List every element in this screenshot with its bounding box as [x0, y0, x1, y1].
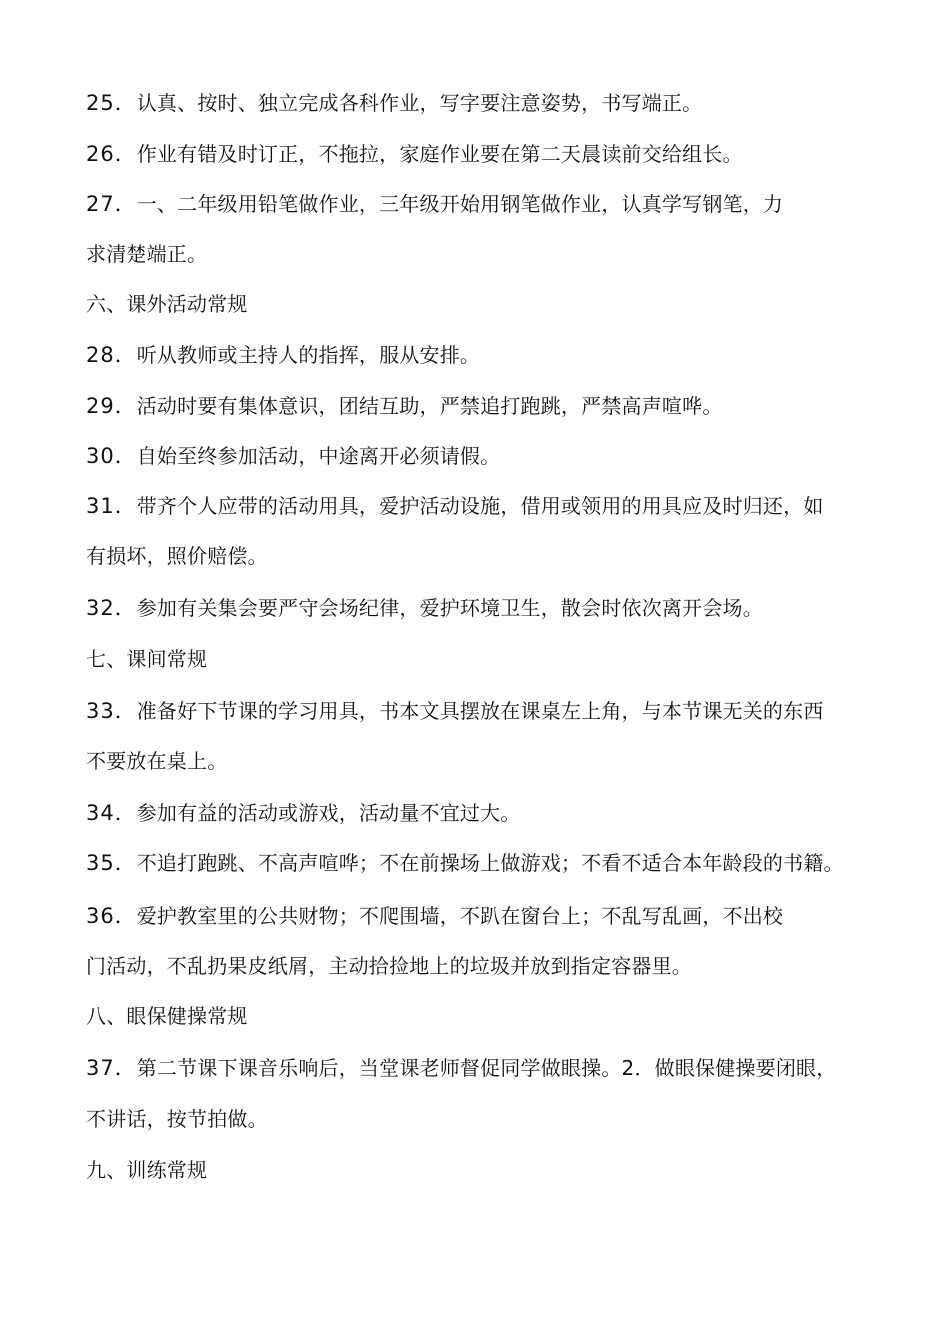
section-heading: 九、训练常规: [86, 1158, 208, 1182]
rule-number: 27．: [86, 192, 137, 216]
section-heading-7: [86, 645, 886, 673]
rule-28: [86, 341, 886, 369]
rule-number: 33．: [86, 699, 137, 723]
rule-number: 32．: [86, 596, 137, 620]
rule-25: [86, 89, 886, 117]
rule-number: 30．: [86, 444, 137, 468]
rule-27: [86, 190, 886, 218]
rule-text: 自始至终参加活动，中途离开必须请假。: [136, 444, 501, 468]
section-heading: 七、课间常规: [86, 647, 208, 671]
section-heading-9: [86, 1156, 886, 1184]
rule-number: 36．: [86, 904, 137, 928]
section-heading: 八、眼保健操常规: [86, 1004, 248, 1028]
rule-text: 认真、按时、独立完成各科作业，写字要注意姿势，书写端正。: [136, 91, 703, 115]
rule-number: 28．: [86, 343, 137, 367]
rule-27-continued: [86, 240, 886, 268]
rule-number: 26．: [86, 142, 137, 166]
rule-number: 29．: [86, 394, 137, 418]
rule-31: [86, 492, 886, 520]
rule-text: 第二节课下课音乐响后，当堂课老师督促同学做眼操。2．做眼保健操要闭眼，: [136, 1056, 837, 1080]
rule-number: 31．: [86, 494, 137, 518]
rule-text: 参加有关集会要严守会场纪律，爱护环境卫生，散会时依次离开会场。: [136, 596, 763, 620]
rule-text: 门活动，不乱扔果皮纸屑，主动拾捡地上的垃圾并放到指定容器里。: [86, 954, 692, 978]
rule-number: 37．: [86, 1056, 137, 1080]
rule-text: 准备好下节课的学习用具，书本文具摆放在课桌左上角，与本节课无关的东西: [136, 699, 824, 723]
rule-text: 活动时要有集体意识，团结互助，严禁追打跑跳，严禁高声喧哗。: [136, 394, 723, 418]
section-heading-6: [86, 290, 886, 318]
rule-30: [86, 442, 886, 470]
rule-37: [86, 1054, 886, 1082]
rule-text: 不要放在桌上。: [86, 749, 228, 773]
section-heading-8: [86, 1002, 886, 1030]
rule-29: [86, 392, 886, 420]
rule-number: 25．: [86, 91, 137, 115]
rule-35: [86, 849, 886, 877]
rule-number: 35．: [86, 851, 137, 875]
rule-37-continued: [86, 1105, 886, 1133]
rule-text: 爱护教室里的公共财物；不爬围墙，不趴在窗台上；不乱写乱画，不出校: [136, 904, 784, 928]
rule-text: 听从教师或主持人的指挥，服从安排。: [136, 343, 481, 367]
section-heading: 六、课外活动常规: [86, 292, 248, 316]
rule-26: [86, 140, 886, 168]
rule-36-continued: [86, 952, 886, 980]
rule-34: [86, 799, 886, 827]
rule-33: [86, 697, 886, 725]
rule-text: 作业有错及时订正，不拖拉，家庭作业要在第二天晨读前交给组长。: [136, 142, 743, 166]
rule-text: 不讲话，按节拍做。: [86, 1107, 268, 1131]
rule-text: 一、二年级用铅笔做作业，三年级开始用钢笔做作业，认真学写钢笔，力: [136, 192, 784, 216]
rule-36: [86, 902, 886, 930]
rule-32: [86, 594, 886, 622]
rule-text: 参加有益的活动或游戏，活动量不宜过大。: [136, 801, 521, 825]
rule-text: 求清楚端正。: [86, 242, 208, 266]
rule-text: 有损坏，照价赔偿。: [86, 544, 268, 568]
rule-31-continued: [86, 542, 886, 570]
rule-33-continued: [86, 747, 886, 775]
rule-text: 不追打跑跳、不高声喧哗；不在前操场上做游戏；不看不适合本年龄段的书籍。: [136, 851, 844, 875]
rule-number: 34．: [86, 801, 137, 825]
rule-text: 带齐个人应带的活动用具，爱护活动设施，借用或领用的用具应及时归还，如: [136, 494, 824, 518]
